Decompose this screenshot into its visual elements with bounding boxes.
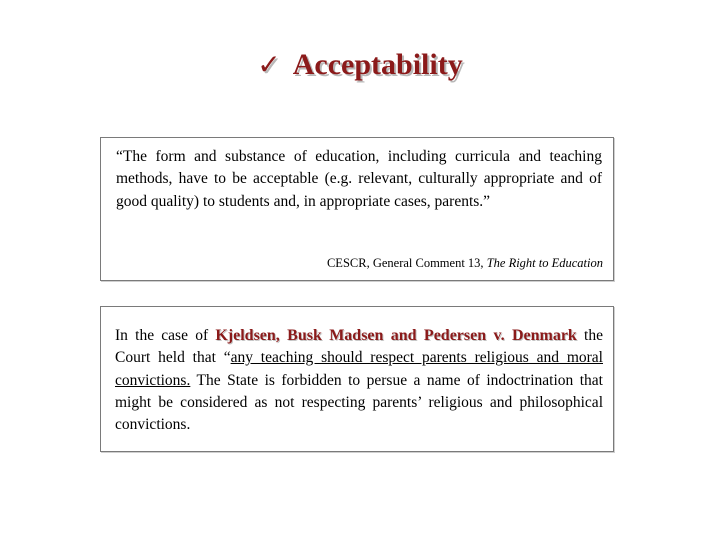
- citation-title: The Right to Education: [486, 256, 603, 270]
- citation-prefix: CESCR, General Comment 13,: [326, 256, 487, 270]
- case-held: the Court held that “: [115, 327, 603, 367]
- case-underlined-quote: any teaching should respect parents religious and moral convictions.: [115, 349, 603, 389]
- case-intro: In the case of: [115, 327, 216, 344]
- case-box: [100, 306, 614, 452]
- slide-title-text: Acceptability: [292, 48, 463, 81]
- case-text: [115, 325, 603, 436]
- checkmark-icon: ✓: [257, 48, 281, 81]
- case-rest: The State is forbidden to persue a name of indoctrination that might be considered as not respecting parents’ religious and philosophical convictions.: [115, 371, 603, 434]
- case-name: Kjeldsen, Busk Madsen and Pedersen v. Denmark: [215, 327, 577, 344]
- citation: [327, 256, 603, 271]
- slide-title: [0, 48, 720, 82]
- quote-box: [100, 137, 614, 281]
- quote-text: “The form and substance of education, including curricula and teaching methods, have to be acceptable (e.g. relevant, culturally appropriate and of good quality) to students and, in appropriate cases, parents.”: [116, 148, 602, 210]
